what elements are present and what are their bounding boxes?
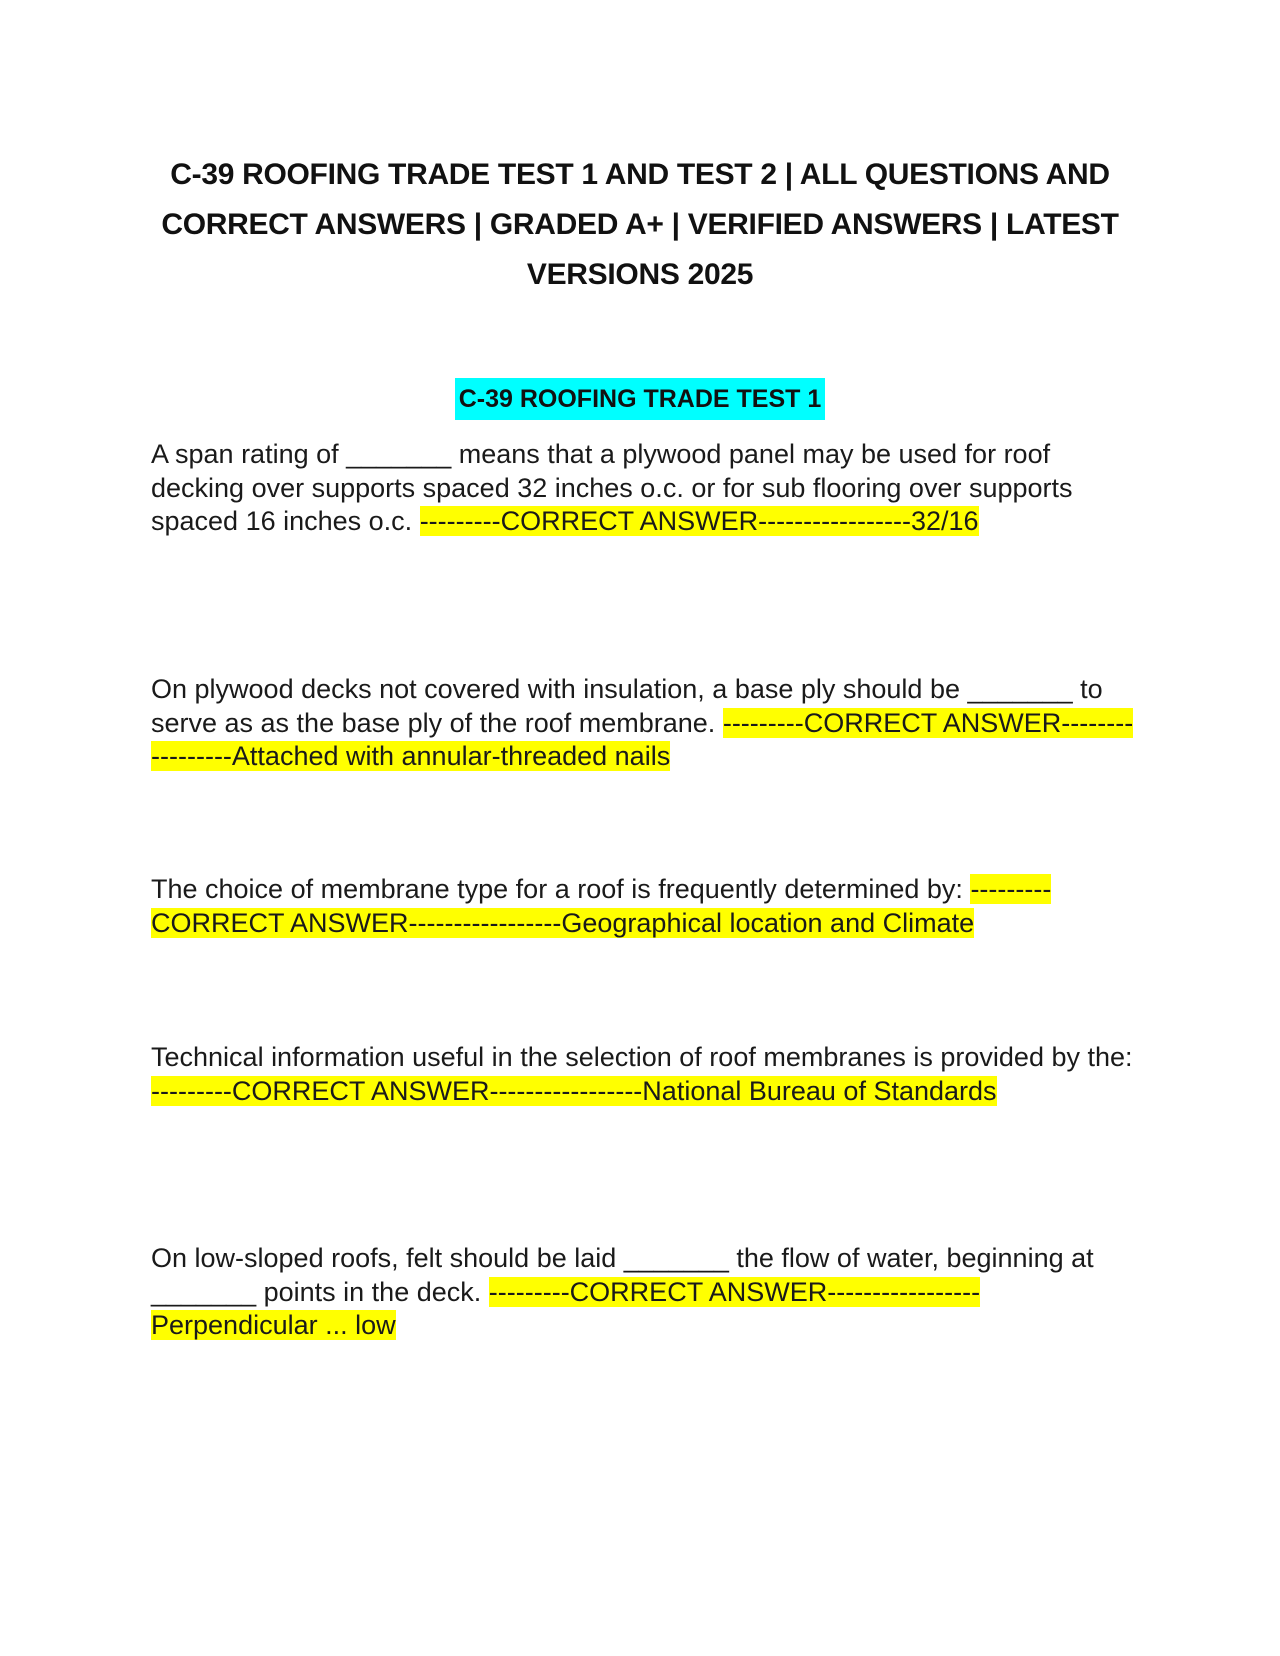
correct-answer: ---------CORRECT ANSWER-----------------Perpendicular ... low	[151, 1276, 981, 1340]
question-item	[151, 438, 1135, 539]
question-item	[151, 1041, 1135, 1108]
document-title: C-39 ROOFING TRADE TEST 1 AND TEST 2 | ALL QUESTIONS AND CORRECT ANSWERS | GRADED A+ | VERIFIED ANSWERS | LATEST VERSIONS 2025	[161, 158, 1119, 291]
correct-answer: ---------CORRECT ANSWER-----------------Geographical location and Climate	[151, 874, 1052, 938]
correct-answer: ---------CORRECT ANSWER-----------------32/16	[419, 506, 979, 536]
question-text: On low-sloped roofs, felt should be laid _______ the flow of water, beginning at _______ points in the deck.	[151, 1243, 1094, 1307]
question-text: On plywood decks not covered with insulation, a base ply should be _______ to serve as as the base ply of the roof membrane.	[151, 674, 1103, 738]
question-item	[151, 873, 1135, 940]
question-item	[151, 1242, 1135, 1343]
question-item	[151, 673, 1135, 774]
section-heading-container	[140, 378, 1140, 420]
correct-answer: ---------CORRECT ANSWER-----------------Attached with annular-threaded nails	[151, 707, 1134, 771]
question-text: A span rating of _______ means that a plywood panel may be used for roof decking over supports spaced 32 inches o.c. or for sub flooring over supports spaced 16 inches o.c.	[151, 439, 1073, 536]
section-heading: C-39 ROOFING TRADE TEST 1	[455, 378, 826, 420]
correct-answer: ---------CORRECT ANSWER-----------------National Bureau of Standards	[151, 1075, 997, 1106]
question-text: The choice of membrane type for a roof is frequently determined by:	[151, 874, 963, 904]
question-text: Technical information useful in the selection of roof membranes is provided by the:	[151, 1042, 1133, 1072]
